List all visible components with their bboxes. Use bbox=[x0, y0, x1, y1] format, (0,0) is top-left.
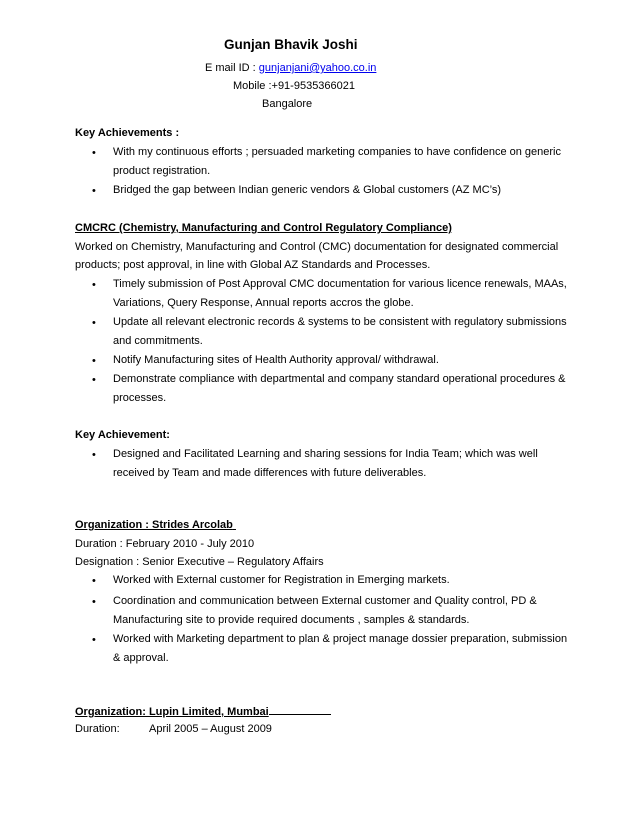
cmcrc-heading: CMCRC (Chemistry, Manufacturing and Control Regulatory Compliance) bbox=[75, 222, 452, 234]
mobile-line: Mobile :+91-9535366021 bbox=[233, 80, 356, 92]
lupin-duration bbox=[75, 722, 272, 736]
list-item-text: Bridged the gap between Indian generic vendors & Global customers (AZ MC’s) bbox=[113, 184, 502, 196]
list-item-text: Timely submission of Post Approval CMC documentation for various licence renewals, MAAs, Variations, Query Response, Annual reports accros the globe. bbox=[113, 278, 567, 309]
bullet-icon: • bbox=[92, 575, 96, 587]
list-item-text: Worked with Marketing department to plan & project manage dossier preparation, submission & approval. bbox=[113, 633, 568, 664]
list-item-text: Notify Manufacturing sites of Health Authority approval/ withdrawal. bbox=[113, 354, 439, 366]
email-label: E mail ID : bbox=[205, 62, 259, 74]
bullet-icon: • bbox=[92, 449, 96, 461]
city-line: Bangalore bbox=[262, 98, 313, 110]
bullet-icon: • bbox=[92, 317, 96, 329]
cmcrc-intro-line-2: products; post approval, in line with Global AZ Standards and Processes. bbox=[75, 259, 431, 271]
key-achievement-heading: Key Achievement: bbox=[75, 429, 170, 441]
heading-underline-fill bbox=[269, 704, 331, 715]
lupin-organization-name: Organization: Lupin Limited, Mumbai bbox=[75, 706, 269, 718]
lupin-organization-heading bbox=[75, 704, 331, 719]
bullet-icon: • bbox=[92, 634, 96, 646]
bullet-icon: • bbox=[92, 185, 96, 197]
candidate-name: Gunjan Bhavik Joshi bbox=[224, 37, 358, 52]
list-item-text: Update all relevant electronic records & systems to be consistent with regulatory submissions and commitments. bbox=[113, 316, 567, 347]
list-item-text: Demonstrate compliance with departmental and company standard operational procedures & processes. bbox=[113, 373, 566, 404]
bullet-icon: • bbox=[92, 279, 96, 291]
strides-designation: Designation : Senior Executive – Regulatory Affairs bbox=[75, 556, 324, 568]
strides-duration: Duration : February 2010 - July 2010 bbox=[75, 538, 255, 550]
email-link[interactable]: gunjanjani@yahoo.co.in bbox=[258, 62, 377, 74]
lupin-duration-value: April 2005 – August 2009 bbox=[149, 723, 272, 735]
strides-organization-heading bbox=[75, 518, 236, 532]
lupin-duration-label: Duration: bbox=[75, 723, 120, 735]
list-item-text: Coordination and communication between External customer and Quality control, PD & Manufacturing site to provide required documents , samples & standards. bbox=[113, 595, 537, 626]
list-item-text: Worked with External customer for Registration in Emerging markets. bbox=[113, 574, 450, 586]
bullet-icon: • bbox=[92, 596, 96, 608]
list-item-text: Designed and Facilitated Learning and sharing sessions for India Team; which was well received by Team and made differences with future deliverables. bbox=[113, 448, 538, 479]
strides-organization-name: Organization : Strides Arcolab bbox=[75, 519, 233, 531]
list-item-text: With my continuous efforts ; persuaded marketing companies to have confidence on generic product registration. bbox=[113, 146, 561, 177]
bullet-icon: • bbox=[92, 147, 96, 159]
bullet-icon: • bbox=[92, 355, 96, 367]
key-achievements-heading: Key Achievements : bbox=[75, 127, 180, 139]
cmcrc-intro-line-1: Worked on Chemistry, Manufacturing and Control (CMC) documentation for designated commercial bbox=[75, 241, 559, 253]
email-line bbox=[205, 61, 376, 75]
bullet-icon: • bbox=[92, 374, 96, 386]
